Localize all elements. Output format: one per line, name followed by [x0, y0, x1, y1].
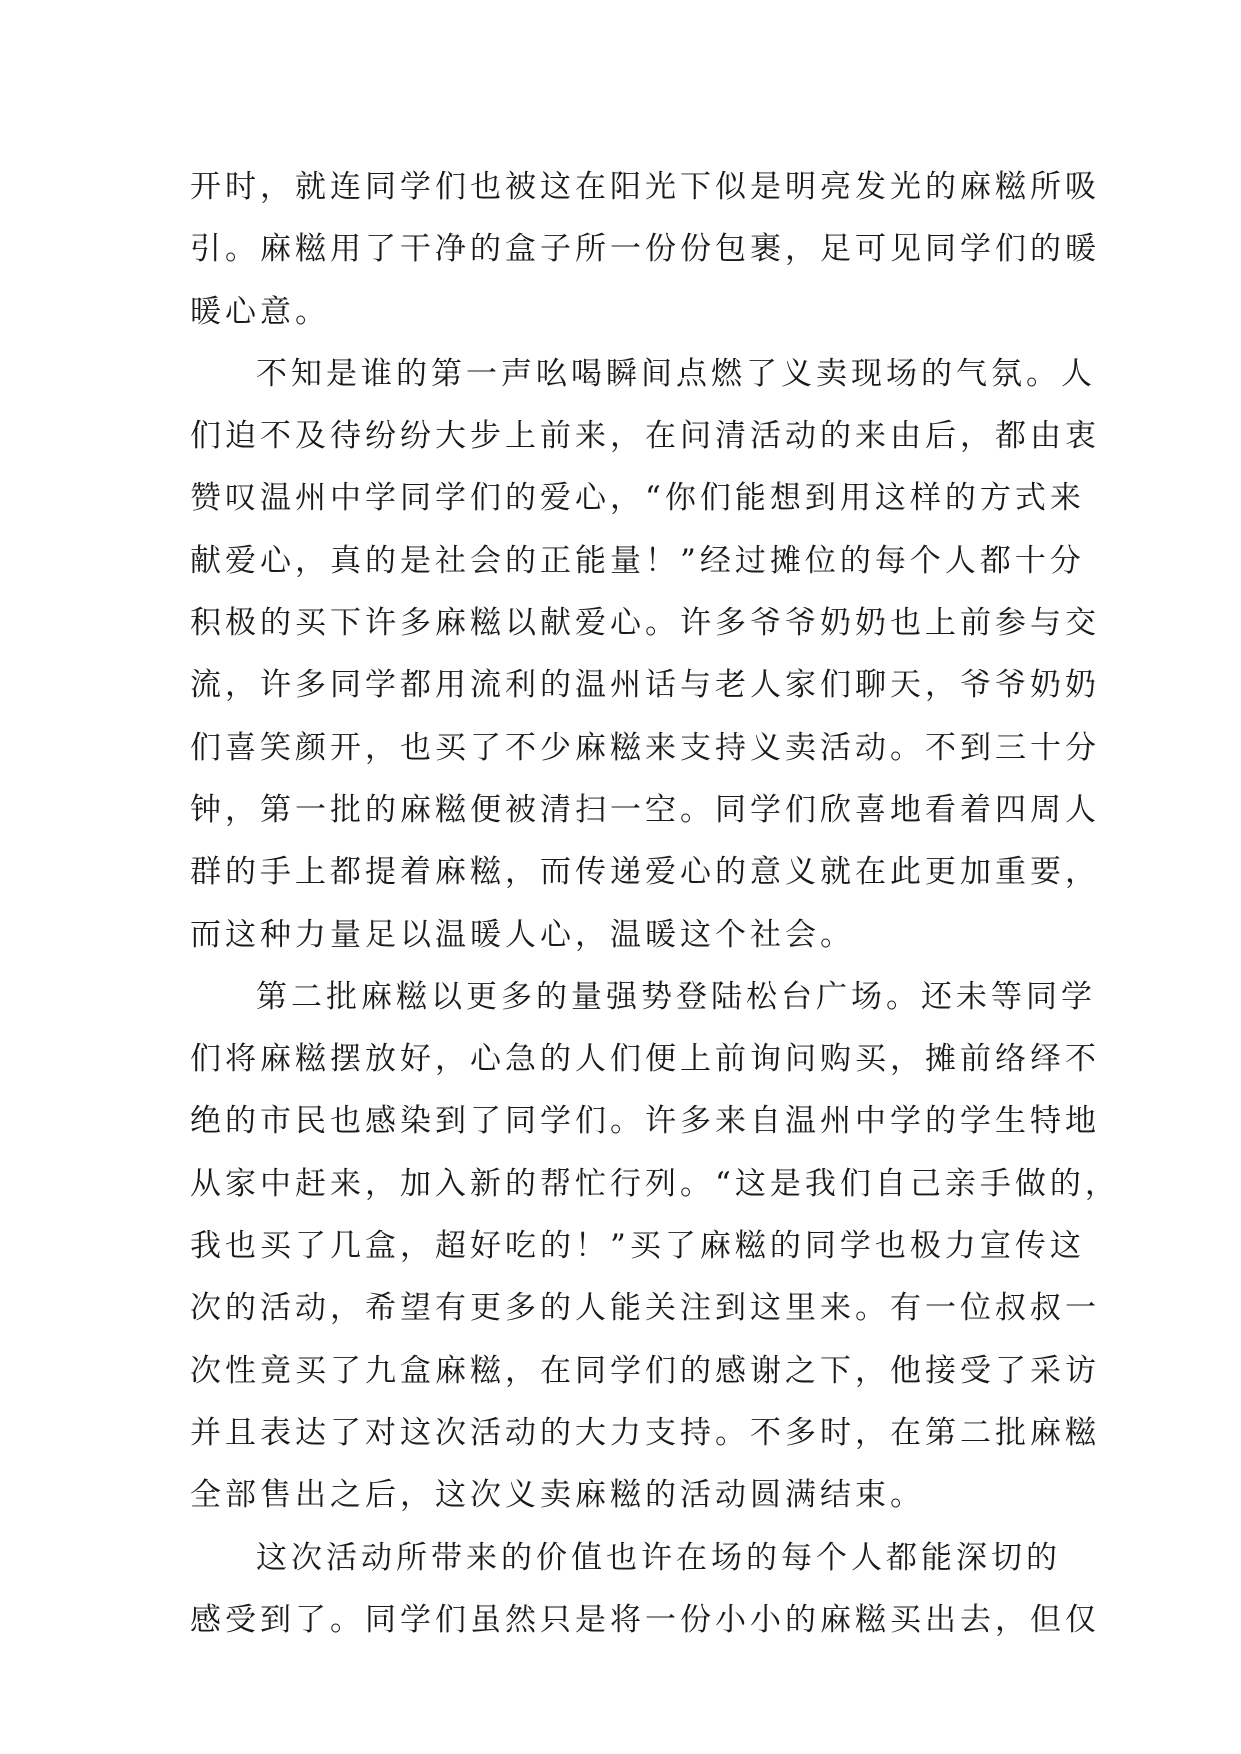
text-line: 这次活动所带来的价值也许在场的每个人都能深切的 [256, 1539, 1061, 1576]
text-line: 们将麻糍摆放好，心急的人们便上前询问购买，摊前络绎不 [190, 1041, 1100, 1078]
text-line: 而这种力量足以温暖人心，温暖这个社会。 [190, 916, 855, 953]
paragraph-4 [190, 1527, 1100, 1652]
paragraph-3 [190, 966, 1120, 1527]
text-line: 流，许多同学都用流利的温州话与老人家们聊天，爷爷奶奶 [190, 667, 1100, 704]
text-line: 引。麻糍用了干净的盒子所一份份包裹，足可见同学们的暖 [190, 231, 1100, 268]
text-line: 钟，第一批的麻糍便被清扫一空。同学们欣喜地看着四周人 [190, 791, 1100, 828]
text-line: 群的手上都提着麻糍，而传递爱心的意义就在此更加重要， [190, 854, 1100, 891]
text-line: 次性竟买了九盒麻糍，在同学们的感谢之下，他接受了采访 [190, 1352, 1100, 1389]
body-text [190, 156, 1120, 1651]
text-line: 不知是谁的第一声吆喝瞬间点燃了义卖现场的气氛。人 [256, 355, 1096, 392]
text-line: 第二批麻糍以更多的量强势登陆松台广场。还未等同学 [256, 978, 1096, 1015]
text-line: 开时，就连同学们也被这在阳光下似是明亮发光的麻糍所吸 [190, 169, 1100, 205]
text-line: 绝的市民也感染到了同学们。许多来自温州中学的学生特地 [190, 1103, 1100, 1140]
text-line: 们喜笑颜开，也买了不少麻糍来支持义卖活动。不到三十分 [190, 729, 1100, 766]
paragraph-2 [190, 343, 1100, 966]
text-line: 我也买了几盒，超好吃的！”买了麻糍的同学也极力宣传这 [190, 1228, 1085, 1265]
text-line: 们迫不及待纷纷大步上前来，在问清活动的来由后，都由衷 [190, 418, 1100, 455]
text-line: 次的活动，希望有更多的人能关注到这里来。有一位叔叔一 [190, 1290, 1100, 1327]
text-line: 献爱心，真的是社会的正能量！”经过摊位的每个人都十分 [190, 542, 1085, 579]
text-line: 感受到了。同学们虽然只是将一份小小的麻糍买出去，但仅 [190, 1601, 1100, 1638]
text-line: 全部售出之后，这次义卖麻糍的活动圆满结束。 [190, 1477, 925, 1514]
text-line: 赞叹温州中学同学们的爱心，“你们能想到用这样的方式来 [190, 480, 1085, 517]
text-line: 暖心意。 [190, 293, 330, 330]
text-line: 并且表达了对这次活动的大力支持。不多时，在第二批麻糍 [190, 1414, 1100, 1451]
text-line: 积极的买下许多麻糍以献爱心。许多爷爷奶奶也上前参与交 [190, 605, 1100, 642]
text-line: 从家中赶来，加入新的帮忙行列。“这是我们自己亲手做的， [190, 1165, 1120, 1202]
paragraph-1 [190, 156, 1100, 343]
